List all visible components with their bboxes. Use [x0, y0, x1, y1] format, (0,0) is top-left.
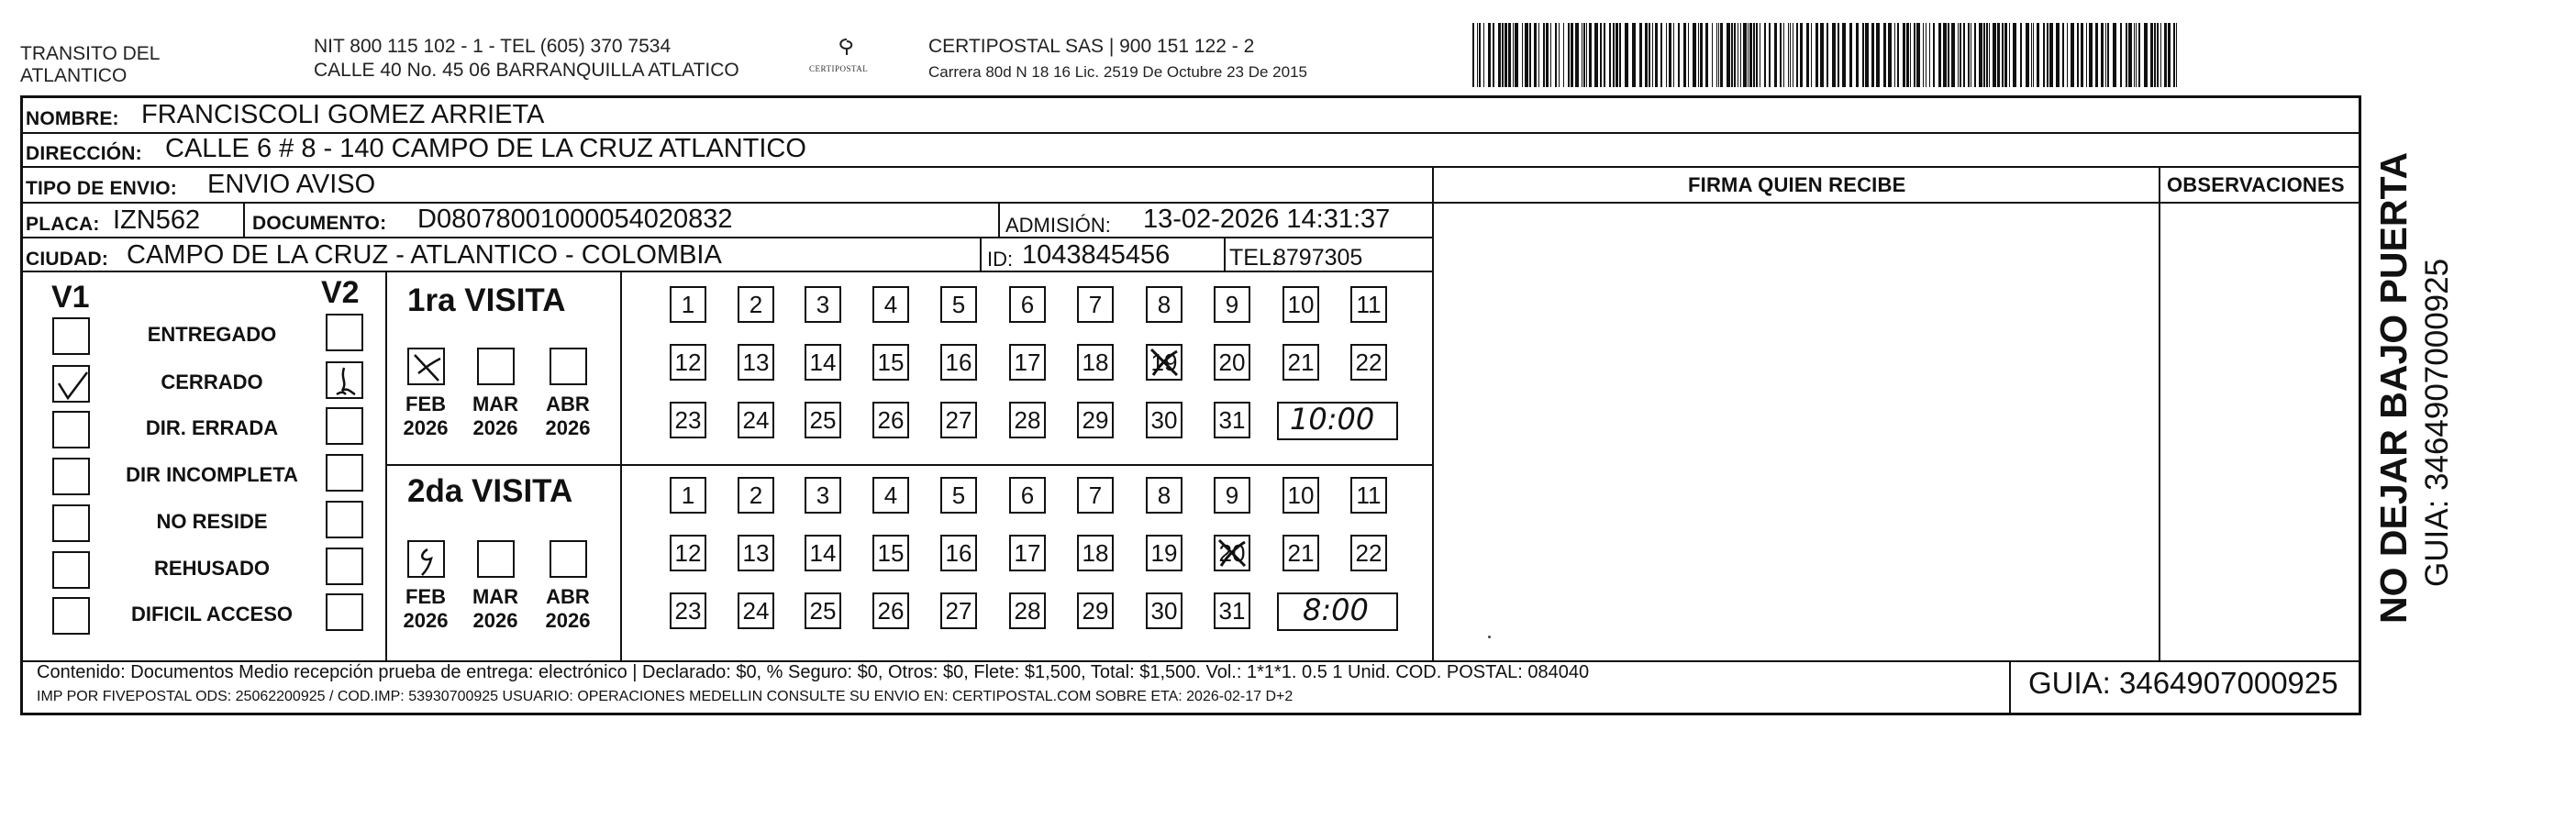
day-box[interactable]: 10: [1282, 286, 1319, 323]
barcode: [1472, 23, 2188, 87]
footer-guide: GUIA: 3464907000925: [2028, 666, 2338, 700]
day-box[interactable]: 28: [1009, 592, 1046, 629]
day-box[interactable]: 27: [940, 402, 977, 438]
tel-label: TEL:: [1229, 245, 1278, 271]
carrier-name: CERTIPOSTAL SAS | 900 151 122 - 2: [928, 36, 1255, 57]
v1-checkbox[interactable]: [52, 458, 90, 495]
plate-label: PLACA:: [26, 214, 100, 235]
month-checkbox[interactable]: [477, 540, 515, 578]
print-info-text: IMP POR FIVEPOSTAL ODS: 25062200925 / COD.IMP: 53930700925 USUARIO: OPERACIONES MEDELLIN CONSULTE SU ENVIO EN: CERTIPOSTAL.COM SOBRE ETA: 2026-02-17 D+2: [37, 689, 1294, 704]
recipient-name: FRANCISCOLI GOMEZ ARRIETA: [141, 100, 545, 129]
visit2-title: 2da VISITA: [407, 473, 573, 509]
status-option-label: NO RESIDE: [156, 510, 268, 533]
day-box[interactable]: 14: [805, 535, 841, 571]
day-box[interactable]: 8: [1146, 477, 1183, 514]
day-mark-icon: [1146, 344, 1183, 390]
day-box[interactable]: 4: [872, 286, 909, 323]
day-box[interactable]: 9: [1214, 286, 1250, 323]
document-value: D08078001000054020832: [417, 205, 733, 234]
day-box[interactable]: 13: [738, 344, 774, 381]
v2-checkbox[interactable]: [326, 407, 363, 445]
day-box[interactable]: 12: [670, 535, 706, 571]
tel-value: 8797305: [1273, 245, 1363, 271]
day-box[interactable]: 31: [1214, 592, 1250, 629]
day-box[interactable]: 16: [940, 344, 977, 381]
day-box[interactable]: 25: [805, 402, 841, 438]
certipostal-logo-icon: [833, 37, 861, 57]
id-value: 1043845456: [1022, 240, 1171, 270]
recipient-address: CALLE 6 # 8 - 140 CAMPO DE LA CRUZ ATLANTICO: [165, 134, 806, 163]
name-label: NOMBRE:: [26, 108, 119, 129]
admission-value: 13-02-2026 14:31:37: [1143, 205, 1391, 234]
day-box[interactable]: 7: [1077, 477, 1114, 514]
admission-label: ADMISIÓN:: [1005, 214, 1111, 237]
v2-checkbox[interactable]: [326, 314, 363, 351]
day-box[interactable]: 1: [670, 477, 706, 514]
day-box[interactable]: 24: [738, 402, 774, 438]
month-checkbox[interactable]: [550, 348, 587, 385]
sender-address: CALLE 40 No. 45 06 BARRANQUILLA ATLATICO: [314, 60, 739, 81]
status-option-label: CERRADO: [161, 371, 263, 393]
day-box[interactable]: 17: [1009, 344, 1046, 381]
day-box[interactable]: 26: [872, 592, 909, 629]
day-box[interactable]: 23: [670, 592, 706, 629]
day-box[interactable]: 22: [1350, 344, 1387, 381]
day-box[interactable]: 30: [1146, 402, 1183, 438]
year-label: 2026: [472, 609, 518, 632]
year-label: 2026: [403, 609, 449, 632]
month-label: ABR: [546, 585, 590, 608]
v2-checkbox[interactable]: [326, 548, 363, 585]
day-box[interactable]: 3: [805, 286, 841, 323]
day-box[interactable]: 24: [738, 592, 774, 629]
v2-checkbox[interactable]: [326, 501, 363, 538]
year-label: 2026: [545, 609, 591, 632]
day-box[interactable]: 3: [805, 477, 841, 514]
day-box[interactable]: 5: [940, 477, 977, 514]
month-checkbox[interactable]: [477, 348, 515, 385]
day-mark-icon: [1214, 535, 1250, 581]
day-box[interactable]: 20: [1214, 344, 1250, 381]
day-box[interactable]: 13: [738, 535, 774, 571]
observations-label: OBSERVACIONES: [2167, 173, 2345, 196]
status-option-label: DIFICIL ACCESO: [130, 603, 293, 625]
shipment-type-label: TIPO DE ENVIO:: [26, 178, 177, 199]
id-label: ID:: [987, 248, 1014, 271]
sender-nit: NIT 800 115 102 - 1 - TEL (605) 370 7534: [314, 36, 672, 57]
carrier-address: Carrera 80d N 18 16 Lic. 2519 De Octubre 23 De 2015: [928, 63, 1307, 81]
v1-checkbox[interactable]: [52, 317, 90, 355]
month-label: MAR: [472, 585, 519, 608]
scribble-mark-icon: [409, 542, 447, 580]
day-box[interactable]: 20: [1214, 535, 1250, 571]
day-box[interactable]: 11: [1350, 286, 1387, 323]
day-box[interactable]: 11: [1350, 477, 1387, 514]
day-box[interactable]: 15: [872, 535, 909, 571]
signature-label: FIRMA QUIEN RECIBE: [1688, 173, 1906, 196]
city-label: CIUDAD:: [26, 249, 109, 270]
sender-name-line1: TRANSITO DEL: [20, 43, 161, 64]
city-value: CAMPO DE LA CRUZ - ATLANTICO - COLOMBIA: [127, 240, 722, 270]
v1-checkbox[interactable]: [52, 365, 90, 403]
day-box[interactable]: 9: [1214, 477, 1250, 514]
day-box[interactable]: 18: [1077, 344, 1114, 381]
day-box[interactable]: 27: [940, 592, 977, 629]
check-mark-icon: [54, 367, 92, 404]
month-label: FEB: [405, 585, 446, 608]
day-box[interactable]: 5: [940, 286, 977, 323]
status-option-label: ENTREGADO: [147, 323, 277, 346]
day-box[interactable]: 17: [1009, 535, 1046, 571]
day-box[interactable]: 19: [1146, 535, 1183, 571]
month-checkbox[interactable]: [407, 540, 445, 578]
logo-text: CERTIPOSTAL: [809, 64, 869, 73]
day-box[interactable]: 25: [805, 592, 841, 629]
day-box[interactable]: 18: [1077, 535, 1114, 571]
day-box[interactable]: 21: [1282, 344, 1319, 381]
month-checkbox[interactable]: [550, 540, 587, 578]
day-box[interactable]: 31: [1214, 402, 1250, 438]
sender-name-line2: ATLANTICO: [20, 65, 128, 86]
day-box[interactable]: 19: [1146, 344, 1183, 381]
visit1-title: 1ra VISITA: [407, 282, 566, 318]
day-box[interactable]: 29: [1077, 402, 1114, 438]
v1-checkbox[interactable]: [52, 504, 90, 542]
contents-text: Contenido: Documentos Medio recepción prueba de entrega: electrónico | Declarado: $0, % Seguro: $0, Otros: $0, Flete: $1,500, Total: $1,500. Vol.: 1*1*1. 0.5 1 Unid. COD. POSTAL: 084040: [37, 662, 1590, 682]
shipment-type: ENVIO AVISO: [207, 170, 376, 199]
day-box[interactable]: 26: [872, 402, 909, 438]
day-box[interactable]: 12: [670, 344, 706, 381]
v1-label: V1: [51, 280, 90, 315]
v2-checkbox[interactable]: [326, 454, 363, 492]
no-under-door-warning: NO DEJAR BAJO PUERTA: [2372, 151, 2415, 624]
status-option-label: REHUSADO: [154, 557, 270, 580]
month-label: MAR: [472, 393, 519, 415]
day-box[interactable]: 6: [1009, 286, 1046, 323]
status-option-label: DIR. ERRADA: [145, 416, 279, 439]
v1-checkbox[interactable]: [52, 597, 90, 635]
day-box[interactable]: 2: [738, 286, 774, 323]
day-box[interactable]: 10: [1282, 477, 1319, 514]
day-box[interactable]: 23: [670, 402, 706, 438]
year-label: 2026: [403, 416, 449, 439]
day-box[interactable]: 22: [1350, 535, 1387, 571]
v1-checkbox[interactable]: [52, 551, 90, 589]
initial-mark-icon: [328, 363, 365, 401]
day-box[interactable]: 7: [1077, 286, 1114, 323]
day-box[interactable]: 2: [738, 477, 774, 514]
v2-label: V2: [321, 275, 360, 310]
day-box[interactable]: 6: [1009, 477, 1046, 514]
cross-mark-icon: [409, 349, 447, 387]
address-label: DIRECCIÓN:: [26, 143, 142, 164]
year-label: 2026: [472, 416, 518, 439]
day-box[interactable]: 21: [1282, 535, 1319, 571]
handwritten-time: 10:00: [1290, 402, 1375, 437]
handwritten-time: 8:00: [1303, 592, 1369, 627]
day-box[interactable]: 14: [805, 344, 841, 381]
day-box[interactable]: 30: [1146, 592, 1183, 629]
side-guide: GUIA: 3464907000925: [2419, 258, 2455, 587]
day-box[interactable]: 16: [940, 535, 977, 571]
month-checkbox[interactable]: [407, 348, 445, 385]
day-box[interactable]: 29: [1077, 592, 1114, 629]
status-option-label: DIR INCOMPLETA: [126, 463, 298, 486]
document-label: DOCUMENTO:: [252, 213, 387, 234]
month-label: ABR: [546, 393, 590, 415]
plate-value: IZN562: [113, 205, 201, 235]
day-box[interactable]: 1: [670, 286, 706, 323]
year-label: 2026: [545, 416, 591, 439]
day-box[interactable]: 8: [1146, 286, 1183, 323]
month-label: FEB: [405, 393, 446, 415]
v2-checkbox[interactable]: [326, 361, 363, 399]
v2-checkbox[interactable]: [326, 593, 363, 631]
day-box[interactable]: 28: [1009, 402, 1046, 438]
v1-checkbox[interactable]: [52, 411, 90, 448]
day-box[interactable]: 4: [872, 477, 909, 514]
day-box[interactable]: 15: [872, 344, 909, 381]
